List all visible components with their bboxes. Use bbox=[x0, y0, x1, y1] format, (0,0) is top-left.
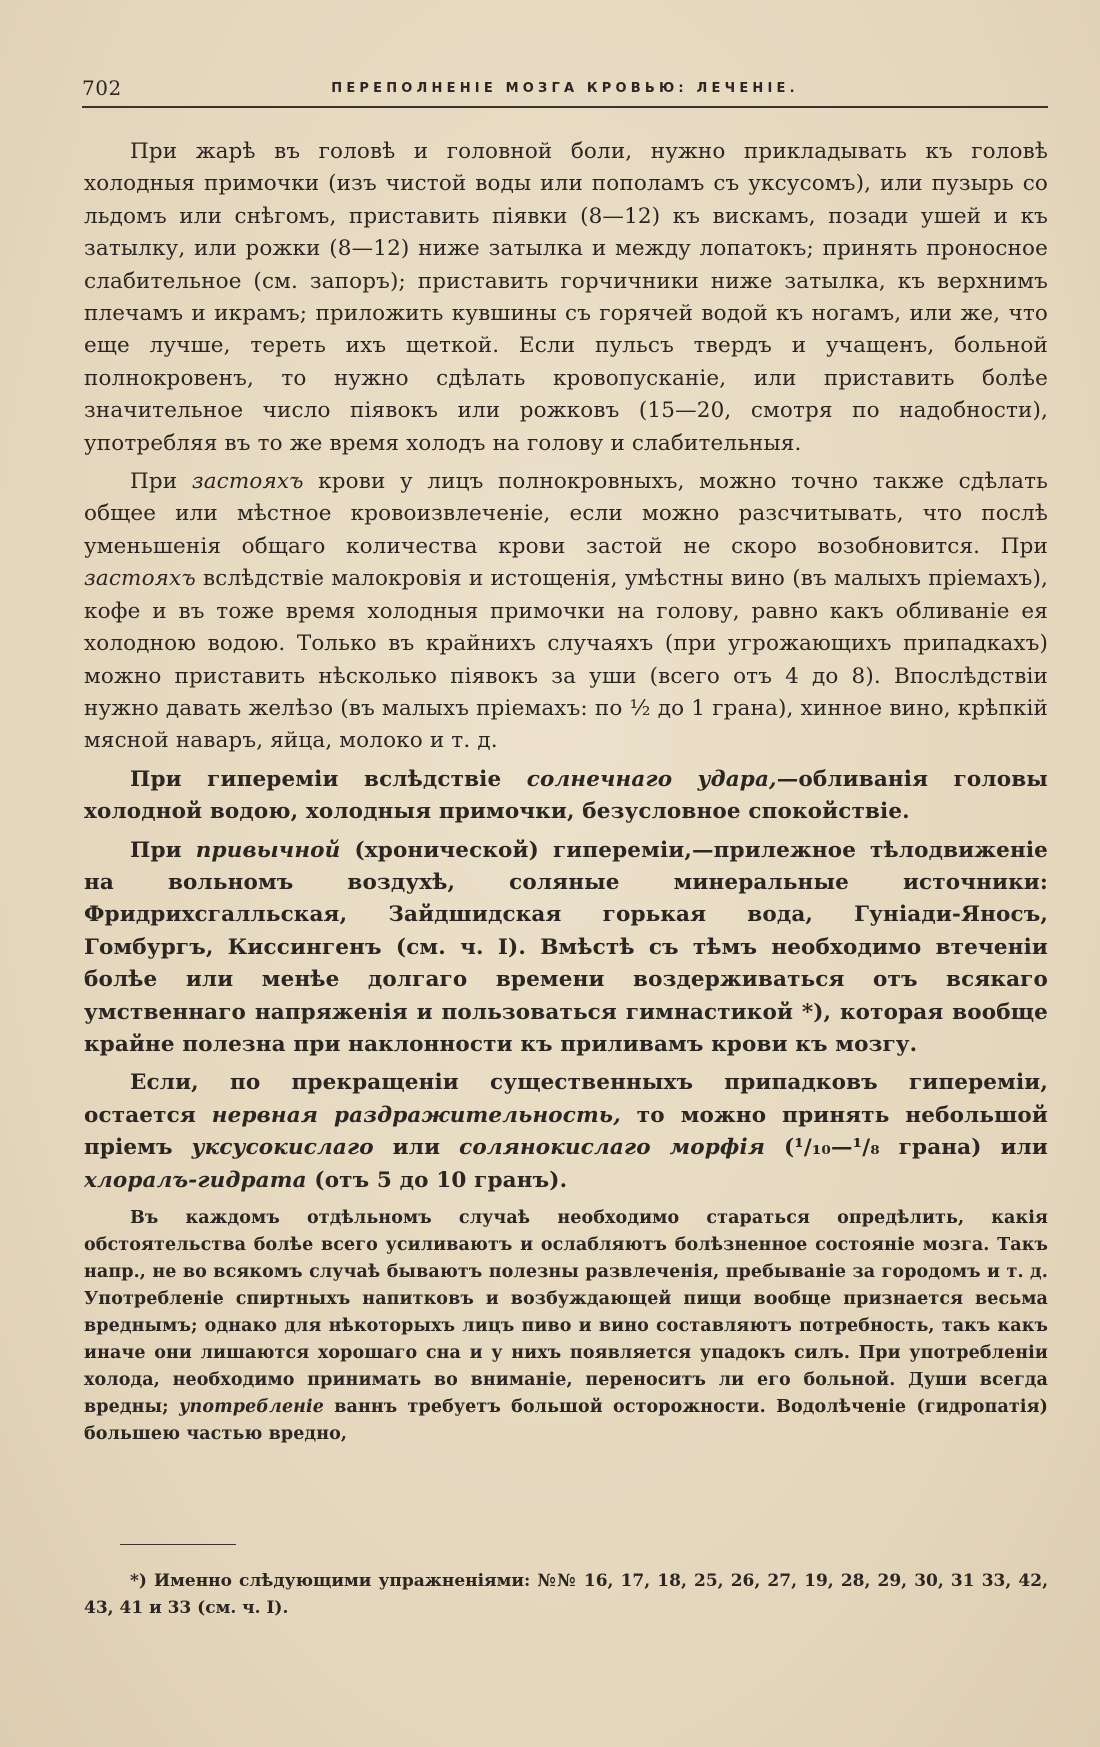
footnote: *) Именно слѣдующими упражненіями: №№ 16, 17, 18, 25, 26, 27, 19, 28, 29, 30, 31 33, 42, 43, 41 и 33 (см. ч. I). bbox=[84, 1571, 1048, 1618]
paragraph-congestion bbox=[84, 466, 1048, 758]
text-run: (¹/₁₀—¹/₈ грана) или bbox=[765, 1135, 1048, 1161]
text-run: (хронической) гипереміи,—прилежное тѣлодвиженіе на вольномъ воздухѣ, соляные минеральные источники: Фридрихсгалльская, Зайдшидская горькая вода, Гуніади-Яносъ, Гомбургъ, Киссингенъ (см. ч. I). Вмѣстѣ съ тѣмъ необходимо втеченіи болѣе или менѣе долгаго времени воздерживаться отъ всякаго умственнаго напряженія и пользоваться гимнастикой *), которая вообще крайне полезна при наклонности къ приливамъ крови къ мозгу. bbox=[84, 837, 1048, 1057]
italic-term: употребленіе bbox=[178, 1397, 325, 1417]
italic-term: застояхъ bbox=[84, 566, 196, 592]
paragraph-chronic-hyperemia bbox=[84, 835, 1048, 1062]
paragraph-heat-and-headache bbox=[84, 136, 1048, 460]
text-run: ваннъ требуетъ большой осторожности. Водолѣченіе (гидропатія) большею частью вредно, bbox=[84, 1397, 1048, 1444]
text-run: При bbox=[130, 837, 196, 863]
paragraph-text: При жарѣ въ головѣ и головной боли, нужно прикладывать къ головѣ холодныя примочки (изъ чистой воды или пополамъ съ уксусомъ), или пузырь со льдомъ или снѣгомъ, приставить піявки (8—12) къ вискамъ, позади ушей и къ затылку, или рожки (8—12) ниже затылка и между лопатокъ; принять проносное слабительное (см. запоръ); приставить горчичники ниже затылка, къ верхнимъ плечамъ и икрамъ; приложить кувшины съ горячей водой къ ногамъ, или же, что еще лучше, тереть ихъ щеткой. Если пульсъ твердъ и учащенъ, больной полнокровенъ, то нужно сдѣлать кровопусканіе, или приставить болѣе значительное число піявокъ или рожковъ (15—20, смотря по надобности), употребляя въ то же время холодъ на голову и слабительныя. bbox=[84, 139, 1048, 456]
footnote-divider bbox=[120, 1544, 236, 1545]
text-run: вслѣдствіе малокровія и истощенія, умѣстны вино (въ малыхъ пріемахъ), кофе и въ тоже время холодныя примочки на голову, равно какъ обливаніе ея холодною водою. Только въ крайнихъ случаяхъ (при угрожающихъ припадкахъ) можно приставить нѣсколько піявокъ за уши (всего отъ 4 до 8). Впослѣдствіи нужно давать желѣзо (въ малыхъ пріемахъ: по ½ до 1 грана), хинное вино, крѣпкій мясной наваръ, яйца, молоко и т. д. bbox=[84, 566, 1048, 754]
text-run: Въ каждомъ отдѣльномъ случаѣ необходимо стараться опредѣлить, какія обстоятельства болѣе всего усиливаютъ и ослабляютъ болѣзненное состояніе мозга. Такъ напр., не во всякомъ случаѣ бываютъ полезны развлеченія, пребываніе за городомъ и т. д. Употребленіе спиртныхъ напитковъ и возбуждающей пищи вообще признается весьма вреднымъ; однако для нѣкоторыхъ лицъ пиво и вино составляютъ потребность, такъ какъ иначе они лишаются хорошаго сна и у нихъ появляется упадокъ силъ. При употребленіи холода, необходимо принимать во вниманіе, переноситъ ли его больной. Души всегда вредны; bbox=[84, 1208, 1048, 1417]
paragraph-small-print bbox=[84, 1205, 1048, 1448]
text-run: Если, по прекращеніи существенныхъ припадковъ гипереміи, остается bbox=[84, 1070, 1048, 1128]
running-head: ПЕРЕПОЛНЕНІЕ МОЗГА КРОВЬЮ: ЛЕЧЕНІЕ. bbox=[331, 81, 799, 96]
italic-term: нервная раздражительность, bbox=[211, 1102, 621, 1128]
page-number: 702 bbox=[82, 76, 122, 100]
text-run: или bbox=[373, 1135, 460, 1161]
text-run: —обливанія головы холодной водою, холодныя примочки, безусловное спокойствіе. bbox=[84, 766, 1048, 825]
text-run: При bbox=[130, 469, 192, 495]
italic-term: солнечнаго удара, bbox=[526, 766, 777, 792]
page-header bbox=[82, 76, 1048, 108]
text-run: то можно принять небольшой пріемъ bbox=[84, 1102, 1048, 1161]
text-run: При гипереміи вслѣдствіе bbox=[130, 766, 527, 792]
text-run: (отъ 5 до 10 гранъ). bbox=[306, 1167, 568, 1193]
italic-term: привычной bbox=[195, 837, 341, 863]
body-text bbox=[84, 136, 1048, 1448]
paragraph-nervous-irritability bbox=[84, 1067, 1048, 1197]
text-run: крови у лицъ полнокровныхъ, можно точно также сдѣлать общее или мѣстное кровоизвлеченіе, если можно разсчитывать, что послѣ уменьшенія общаго количества крови застой не скоро возобновится. При bbox=[84, 469, 1048, 559]
paragraph-sunstroke bbox=[84, 764, 1048, 829]
italic-term: застояхъ bbox=[191, 469, 304, 495]
italic-term: хлоралъ-гидрата bbox=[84, 1167, 307, 1193]
italic-term: солянокислаго морфія bbox=[459, 1135, 766, 1161]
italic-term: уксусокислаго bbox=[191, 1135, 374, 1161]
